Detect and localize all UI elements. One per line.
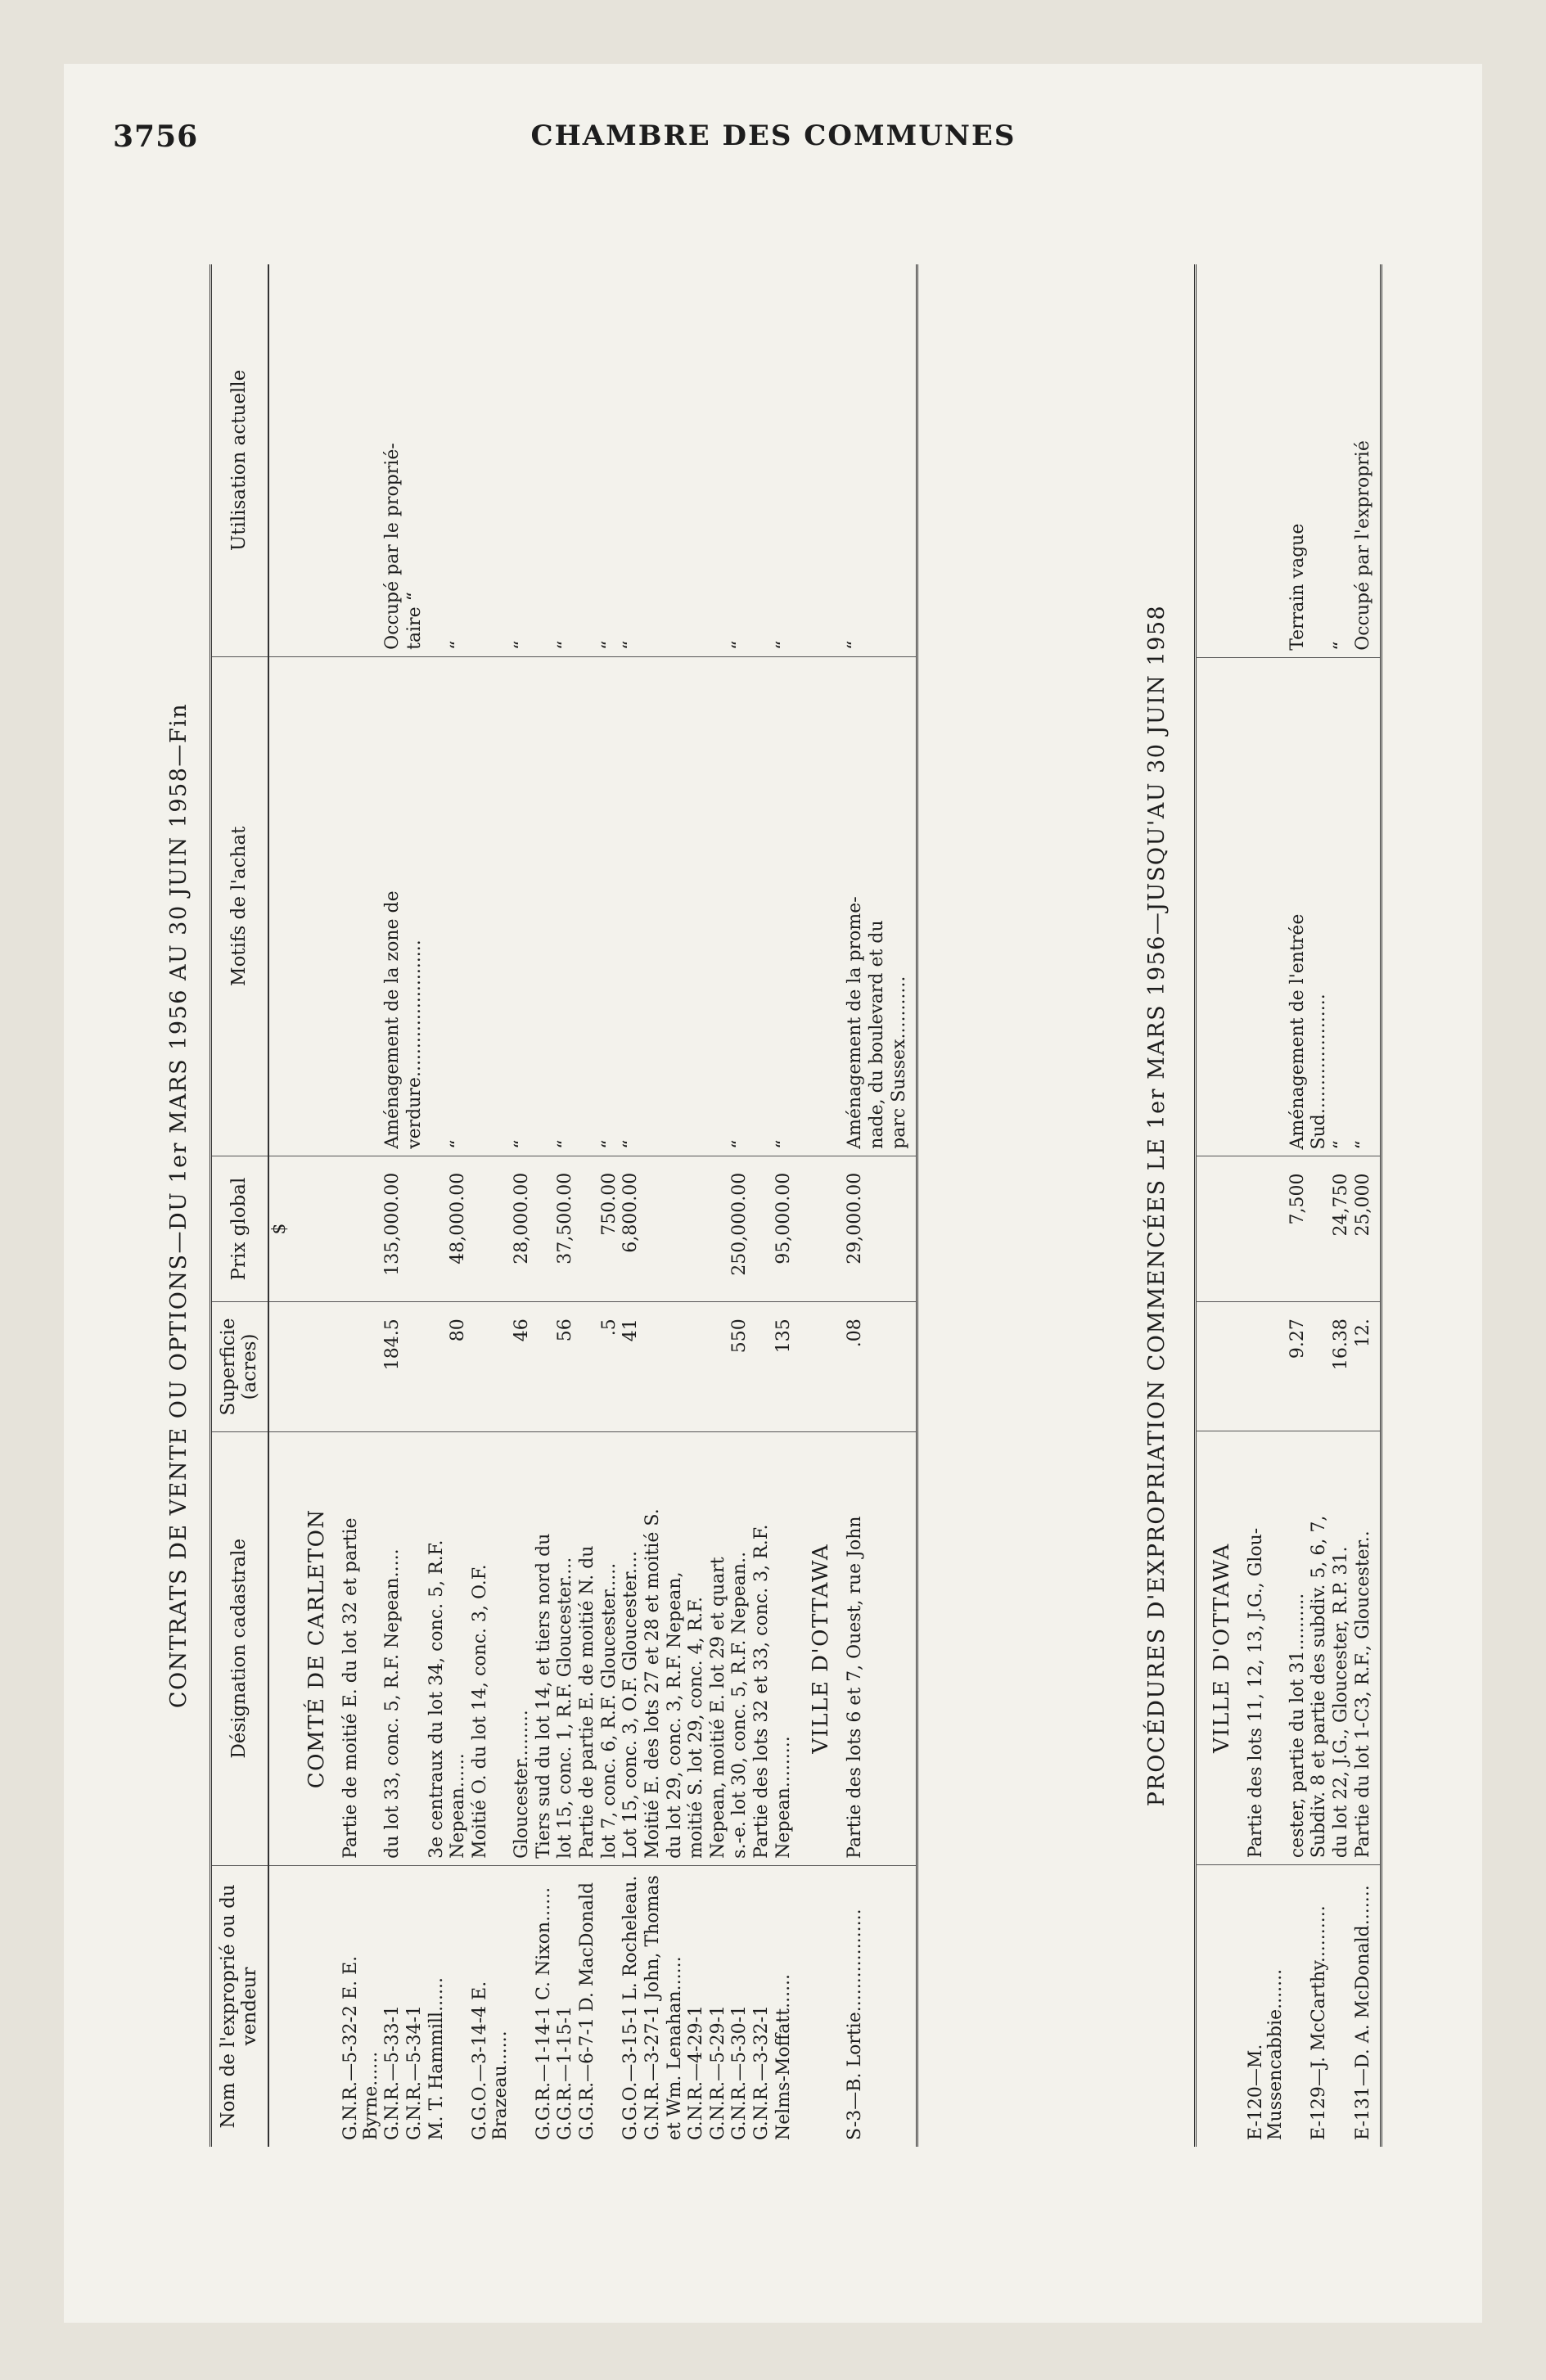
- name-cell: Nelms-Moffatt......: [773, 1973, 794, 2140]
- designation-cell: Nepean, moitié E. lot 29 et quart: [708, 1431, 730, 1865]
- header-utilisation: Utilisation actuelle: [211, 264, 268, 656]
- utilisation-cell: [751, 264, 773, 656]
- table-row: [889, 264, 917, 2147]
- utilisation-cell: Occupé par le proprié-: [382, 264, 404, 656]
- superficie-cell: 46: [512, 1302, 534, 1431]
- prix-cell: 95,000.00: [773, 1156, 796, 1302]
- utilisation-cell: [867, 264, 889, 656]
- designation-cell: Partie du lot 1-C3, R.F., Gloucester..: [1353, 1431, 1381, 1864]
- utilisation-cell: [665, 264, 687, 656]
- designation-cell: Partie des lots 11, 12, 13, J.G., Glou-: [1246, 1431, 1287, 1864]
- utilisation-cell: [426, 264, 448, 656]
- name-cell: G.N.R.—5-32-2 E. E. Byrne......: [340, 1955, 381, 2140]
- motifs-cell: [340, 656, 382, 1156]
- name-cell: G.G.O.—3-15-1 L. Rocheleau.: [620, 1875, 642, 2140]
- motifs-cell: Aménagement de la zone de: [382, 656, 404, 1156]
- designation-cell: Moitié E. des lots 27 et 28 et moitié S.: [642, 1431, 665, 1865]
- group-title-ottawa-2: VILLE D'OTTAWA: [1196, 1431, 1246, 1864]
- motifs-cell: verdure........................: [404, 656, 426, 1156]
- table-row: [470, 264, 512, 2147]
- utilisation-cell: taire “: [404, 264, 426, 656]
- table-row: [426, 264, 448, 2147]
- designation-cell: lot 15, conc. 1, R.F. Gloucester....: [555, 1431, 577, 1865]
- page-number: 3756: [113, 119, 199, 154]
- table-row: [555, 264, 577, 2147]
- table-row: [1353, 264, 1381, 2147]
- name-cell: G.N.R.—3-32-1: [751, 2004, 773, 2140]
- prix-cell: 750.00: [599, 1156, 621, 1302]
- motifs-cell: “: [448, 656, 470, 1156]
- motifs-cell: [470, 656, 512, 1156]
- superficie-cell: 56: [555, 1302, 577, 1431]
- name-cell: [889, 1865, 917, 2147]
- prix-cell: [470, 1156, 512, 1302]
- utilisation-cell: [470, 264, 512, 656]
- utilisation-cell: [1246, 264, 1287, 657]
- motifs-cell: “: [512, 656, 534, 1156]
- prix-cell: 48,000.00: [448, 1156, 470, 1302]
- name-cell: M. T. Hammill......: [426, 1977, 447, 2140]
- table-row: [642, 264, 665, 2147]
- prix-cell: [708, 1156, 730, 1302]
- table-header-row: [211, 264, 268, 2147]
- utilisation-cell: “: [599, 264, 621, 656]
- motifs-cell: [1246, 657, 1287, 1156]
- utilisation-cell: [708, 264, 730, 656]
- name-cell: G.G.R.—6-7-1 D. MacDonald: [577, 1882, 598, 2140]
- prix-cell: [1309, 1156, 1331, 1302]
- motifs-cell: parc Sussex...........: [889, 656, 917, 1156]
- table-row: [729, 264, 751, 2147]
- document-page: [64, 64, 1482, 2323]
- table-row: [404, 264, 426, 2147]
- designation-cell: [404, 1431, 426, 1865]
- utilisation-cell: “: [773, 264, 796, 656]
- utilisation-cell: “: [1331, 264, 1353, 657]
- superficie-cell: [751, 1302, 773, 1431]
- designation-cell: du lot 33, conc. 5, R.F. Nepean.....: [382, 1431, 404, 1865]
- table-row: [1246, 264, 1287, 2147]
- designation-cell: Gloucester.........: [512, 1431, 534, 1865]
- contracts-table: [210, 264, 918, 2147]
- prix-cell: [665, 1156, 687, 1302]
- utilisation-cell: “: [729, 264, 751, 656]
- superficie-cell: [665, 1302, 687, 1431]
- expropriations-table: [1194, 264, 1382, 2147]
- name-cell: G.N.R.—5-30-1: [729, 2004, 750, 2140]
- superficie-cell: [1309, 1302, 1331, 1431]
- designation-cell: Partie des lots 6 et 7, Ouest, rue John: [845, 1431, 867, 1865]
- table-row: [599, 264, 621, 2147]
- name-cell: G.N.R.—5-33-1: [382, 2004, 403, 2140]
- utilisation-cell: [1309, 264, 1331, 657]
- section-expropriations: [1144, 264, 1382, 2147]
- unit-row: [268, 264, 291, 2147]
- motifs-cell: “: [729, 656, 751, 1156]
- designation-cell: Subdiv. 8 et partie des subdiv. 5, 6, 7,: [1309, 1431, 1331, 1864]
- name-cell: E-120—M. Mussencabbie.......: [1245, 1968, 1287, 2140]
- superficie-cell: .5: [599, 1302, 621, 1431]
- prix-cell: [404, 1156, 426, 1302]
- designation-cell: Nepean.........: [773, 1431, 796, 1865]
- designation-cell: [867, 1431, 889, 1865]
- name-cell: E-129—J. McCarthy..........: [1309, 1905, 1330, 2140]
- name-cell: [599, 1865, 621, 2147]
- superficie-cell: [470, 1302, 512, 1431]
- section2-caption: PROCÉDURES D'EXPROPRIATION COMMENCÉES LE 1er MARS 1956—JUSQU'AU 30 JUIN 1958: [1144, 604, 1170, 1807]
- designation-cell: cester, partie du lot 31..........: [1287, 1431, 1309, 1864]
- prix-cell: 28,000.00: [512, 1156, 534, 1302]
- superficie-cell: [686, 1302, 708, 1431]
- designation-cell: Partie des lots 32 et 33, conc. 3, R.F.: [751, 1431, 773, 1865]
- superficie-cell: 12.: [1353, 1302, 1381, 1431]
- prix-cell: 29,000.00: [845, 1156, 867, 1302]
- superficie-cell: [404, 1302, 426, 1431]
- name-cell: [1287, 1865, 1309, 2147]
- motifs-cell: [665, 656, 687, 1156]
- superficie-cell: 9.27: [1287, 1302, 1309, 1431]
- table-row: [1309, 264, 1331, 2147]
- name-cell: [512, 1865, 534, 2147]
- superficie-cell: 41: [620, 1302, 642, 1431]
- utilisation-cell: [642, 264, 665, 656]
- motifs-cell: [751, 656, 773, 1156]
- utilisation-cell: “: [555, 264, 577, 656]
- superficie-cell: [889, 1302, 917, 1431]
- motifs-cell: [708, 656, 730, 1156]
- table-row: [620, 264, 642, 2147]
- group-title-carleton: COMTÉ DE CARLETON: [291, 1431, 340, 1865]
- superficie-cell: [708, 1302, 730, 1431]
- superficie-cell: [867, 1302, 889, 1431]
- table-row: [867, 264, 889, 2147]
- prix-cell: [1246, 1156, 1287, 1302]
- name-cell: G.G.O.—3-14-4 E. Brazeau......: [469, 1981, 511, 2140]
- superficie-cell: .08: [845, 1302, 867, 1431]
- rotated-content: [64, 64, 1482, 2323]
- group-row-carleton: [291, 264, 340, 2147]
- prix-cell: 25,000: [1353, 1156, 1381, 1302]
- table-row: [340, 264, 382, 2147]
- designation-cell: 3e centraux du lot 34, conc. 5, R.F.: [426, 1431, 448, 1865]
- utilisation-cell: “: [512, 264, 534, 656]
- designation-cell: moitié S. lot 29, conc. 4, R.F.: [686, 1431, 708, 1865]
- table-row: [665, 264, 687, 2147]
- utilisation-cell: [686, 264, 708, 656]
- prix-cell: [426, 1156, 448, 1302]
- superficie-cell: [577, 1302, 599, 1431]
- motifs-cell: Aménagement de la prome-: [845, 656, 867, 1156]
- prix-cell: [867, 1156, 889, 1302]
- name-cell: et Wm. Lenahan......: [664, 1956, 685, 2140]
- motifs-cell: [686, 656, 708, 1156]
- prix-cell: [642, 1156, 665, 1302]
- name-cell: E-131—D. A. McDonald.......: [1353, 1865, 1381, 2147]
- utilisation-cell: Terrain vague: [1287, 264, 1309, 657]
- table-row: [534, 264, 556, 2147]
- name-cell: [867, 1865, 889, 2147]
- motifs-cell: [534, 656, 556, 1156]
- utilisation-cell: [340, 264, 382, 656]
- utilisation-cell: “: [448, 264, 470, 656]
- designation-cell: Tiers sud du lot 14, et tiers nord du: [534, 1431, 556, 1865]
- designation-cell: lot 7, conc. 6, R.F. Gloucester.....: [599, 1431, 621, 1865]
- currency-unit: $: [268, 1156, 291, 1302]
- name-cell: G.N.R.—3-27-1 John, Thomas: [642, 1875, 663, 2140]
- name-cell: [1331, 1865, 1353, 2147]
- group-title-ottawa: VILLE D'OTTAWA: [795, 1431, 845, 1865]
- utilisation-cell: [577, 264, 599, 656]
- superficie-cell: [534, 1302, 556, 1431]
- table-row: [686, 264, 708, 2147]
- utilisation-cell: Occupé par l'exproprié: [1353, 264, 1381, 657]
- prix-cell: [534, 1156, 556, 1302]
- motifs-cell: nade, du boulevard et du: [867, 656, 889, 1156]
- table-row: [708, 264, 730, 2147]
- name-cell: G.N.R.—4-29-1: [686, 2004, 707, 2140]
- motifs-cell: “: [620, 656, 642, 1156]
- designation-cell: s.-e. lot 30, conc. 5, R.F. Nepean..: [729, 1431, 751, 1865]
- superficie-cell: [1246, 1302, 1287, 1431]
- name-cell: G.N.R.—5-34-1: [404, 2004, 426, 2140]
- table-row: [1287, 264, 1309, 2147]
- designation-cell: Moitié O. du lot 14, conc. 3, O.F.: [470, 1431, 512, 1865]
- table-row: [448, 264, 470, 2147]
- superficie-cell: [426, 1302, 448, 1431]
- header-nom: Nom de l'exproprié ou du vendeur: [211, 1865, 268, 2147]
- section1-caption: CONTRATS DE VENTE OU OPTIONS—DU 1er MARS 1956 AU 30 JUIN 1958—Fin: [166, 702, 192, 1709]
- designation-cell: du lot 22, J.G., Gloucester, R.P. 31.: [1331, 1431, 1353, 1864]
- table-row: [773, 264, 796, 2147]
- table-row: [845, 264, 867, 2147]
- motifs-cell: Aménagement de l'entrée: [1287, 657, 1309, 1156]
- table-row: [751, 264, 773, 2147]
- prix-cell: [686, 1156, 708, 1302]
- designation-cell: du lot 29, conc. 3, R.F. Nepean,: [665, 1431, 687, 1865]
- utilisation-cell: “: [845, 264, 867, 656]
- superficie-cell: [340, 1302, 382, 1431]
- table-row: [382, 264, 404, 2147]
- utilisation-cell: [534, 264, 556, 656]
- motifs-cell: Sud.....................: [1309, 657, 1331, 1156]
- name-cell: S-3—B. Lortie..................: [845, 1909, 866, 2140]
- motifs-cell: “: [1353, 657, 1381, 1156]
- motifs-cell: [577, 656, 599, 1156]
- table-row: [512, 264, 534, 2147]
- group-row-ottawa-2: [1196, 264, 1246, 2147]
- table-row: [577, 264, 599, 2147]
- prix-cell: 7,500: [1287, 1156, 1309, 1302]
- utilisation-cell: [889, 264, 917, 656]
- designation-cell: Partie de partie E. de moitié N. du: [577, 1431, 599, 1865]
- prix-cell: 135,000.00: [382, 1156, 404, 1302]
- motifs-cell: “: [773, 656, 796, 1156]
- prix-cell: 24,750: [1331, 1156, 1353, 1302]
- header-motifs: Motifs de l'achat: [211, 656, 268, 1156]
- header-prix: Prix global: [211, 1156, 268, 1302]
- motifs-cell: [642, 656, 665, 1156]
- motifs-cell: “: [599, 656, 621, 1156]
- header-designation: Désignation cadastrale: [211, 1431, 268, 1865]
- name-cell: G.G.R.—1-15-1: [555, 2006, 576, 2140]
- name-cell: [448, 1865, 470, 2147]
- designation-cell: Nepean......: [448, 1431, 470, 1865]
- table-row: [1331, 264, 1353, 2147]
- motifs-cell: “: [555, 656, 577, 1156]
- designation-cell: Partie de moitié E. du lot 32 et partie: [340, 1431, 382, 1865]
- header-superficie: Superficie (acres): [211, 1302, 268, 1431]
- superficie-cell: 80: [448, 1302, 470, 1431]
- prix-cell: 250,000.00: [729, 1156, 751, 1302]
- prix-cell: [889, 1156, 917, 1302]
- superficie-cell: 550: [729, 1302, 751, 1431]
- prix-cell: [577, 1156, 599, 1302]
- designation-cell: Lot 15, conc. 3, O.F. Gloucester....: [620, 1431, 642, 1865]
- motifs-cell: “: [1331, 657, 1353, 1156]
- prix-cell: [751, 1156, 773, 1302]
- prix-cell: 6,800.00: [620, 1156, 642, 1302]
- section-contracts: [166, 264, 918, 2147]
- prix-cell: [340, 1156, 382, 1302]
- utilisation-cell: “: [620, 264, 642, 656]
- running-title: CHAMBRE DES COMMUNES: [530, 119, 1016, 152]
- group-row-ottawa: [795, 264, 845, 2147]
- superficie-cell: [642, 1302, 665, 1431]
- designation-cell: [889, 1431, 917, 1865]
- name-cell: G.G.R.—1-14-1 C. Nixon......: [533, 1886, 554, 2140]
- superficie-cell: 16.38: [1331, 1302, 1353, 1431]
- superficie-cell: 184.5: [382, 1302, 404, 1431]
- superficie-cell: 135: [773, 1302, 796, 1431]
- motifs-cell: [426, 656, 448, 1156]
- prix-cell: 37,500.00: [555, 1156, 577, 1302]
- name-cell: G.N.R.—5-29-1: [707, 2004, 728, 2140]
